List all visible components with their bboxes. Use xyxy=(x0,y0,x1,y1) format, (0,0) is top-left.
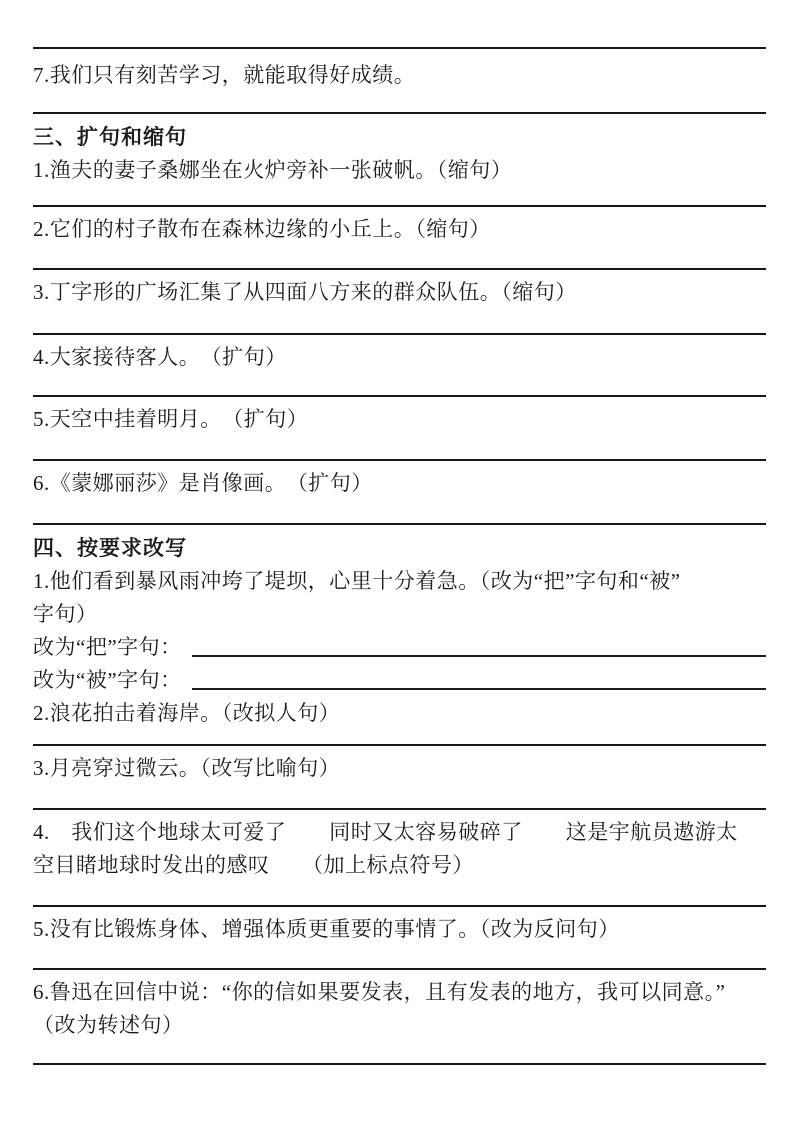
question-text: 6.《蒙娜丽莎》是肖像画。 （扩句） xyxy=(33,471,373,495)
question-text: 3.丁字形的广场汇集了从四面八方来的群众队伍。（缩句） xyxy=(33,280,577,304)
question-text-line: 4. 我们这个地球太可爱了 同时又太容易破碎了 这是宇航员遨游太 xyxy=(33,820,738,844)
question-text-line: 1.他们看到暴风雨冲垮了堤坝，心里十分着急。（改为“把”字句和“被” xyxy=(33,569,681,593)
answer-blank-bei xyxy=(192,664,766,690)
answer-line xyxy=(33,968,766,970)
answer-line xyxy=(33,205,766,207)
question-text-line: 空目睹地球时发出的感叹 （加上标点符号） xyxy=(33,853,474,877)
answer-line xyxy=(33,47,766,49)
question-text-line: （改为转述句） xyxy=(33,1013,184,1037)
fill-label-ba: 改为“把”字句： xyxy=(33,635,182,659)
section-heading-three: 三、扩句和缩句 xyxy=(33,125,187,149)
answer-blank-ba xyxy=(192,631,766,657)
fill-in-row-bei xyxy=(33,664,766,697)
answer-line xyxy=(33,395,766,397)
answer-line xyxy=(33,112,766,114)
answer-line xyxy=(33,268,766,270)
answer-line xyxy=(33,808,766,810)
section-heading-four: 四、按要求改写 xyxy=(33,536,187,560)
question-text: 4.大家接待客人。 （扩句） xyxy=(33,345,287,369)
question-text: 2.它们的村子散布在森林边缘的小丘上。（缩句） xyxy=(33,217,491,241)
fill-in-row-ba xyxy=(33,631,766,664)
question-text: 1.渔夫的妻子桑娜坐在火炉旁补一张破帆。（缩句） xyxy=(33,158,513,182)
fill-label-bei: 改为“被”字句： xyxy=(33,668,182,692)
question-text: 2.浪花拍击着海岸。（改拟人句） xyxy=(33,701,341,725)
question-text-line: 6.鲁迅在回信中说：“你的信如果要发表，且有发表的地方，我可以同意。” xyxy=(33,980,726,1004)
question-text: 5.天空中挂着明月。 （扩句） xyxy=(33,407,309,431)
question-text-7: 7.我们只有刻苦学习，就能取得好成绩。 xyxy=(33,63,416,87)
answer-line xyxy=(33,523,766,525)
question-text: 3.月亮穿过微云。（改写比喻句） xyxy=(33,756,341,780)
answer-line xyxy=(33,333,766,335)
answer-line xyxy=(33,459,766,461)
answer-line xyxy=(33,905,766,907)
question-text-line: 字句） xyxy=(33,602,98,626)
question-text: 5.没有比锻炼身体、增强体质更重要的事情了。（改为反问句） xyxy=(33,917,620,941)
answer-line xyxy=(33,1063,766,1065)
answer-line xyxy=(33,744,766,746)
